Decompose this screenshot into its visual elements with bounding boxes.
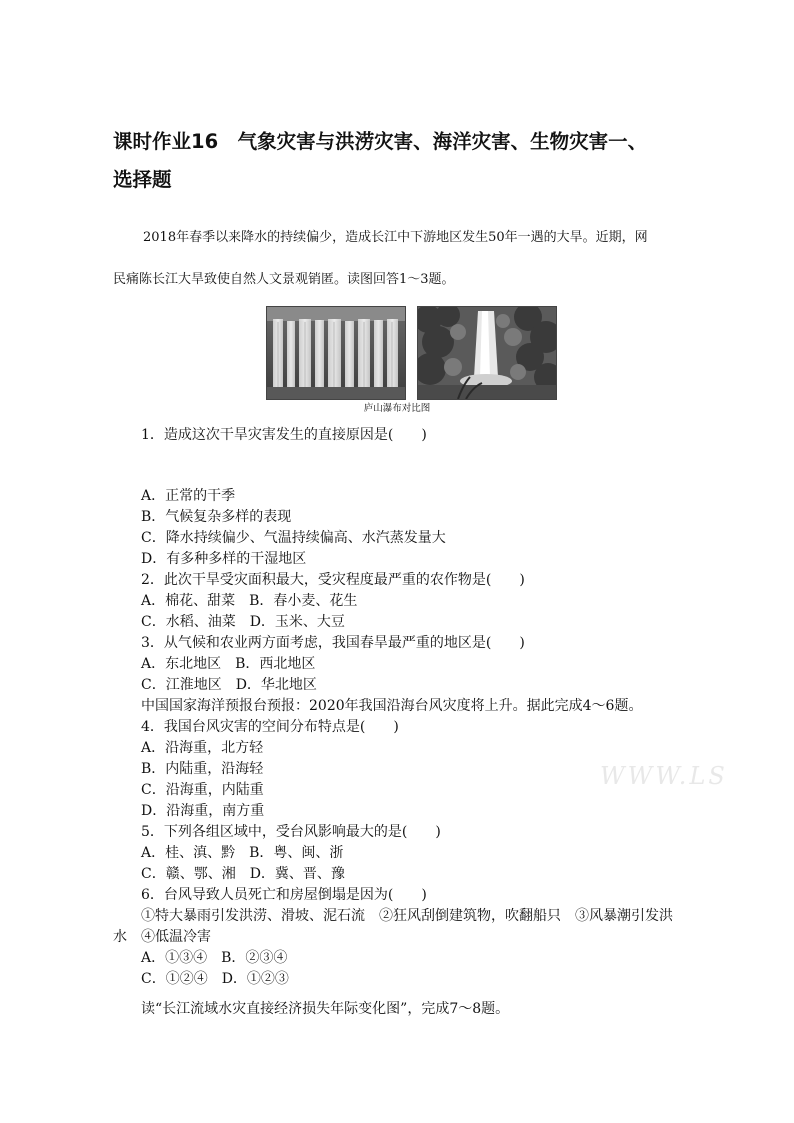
worksheet-title-line2: 选择题 <box>113 168 172 191</box>
q2-options-cd: C．水稻、油菜 D．玉米、大豆 <box>141 614 345 630</box>
question-3: 3．从气候和农业两方面考虑，我国春旱最严重的地区是( ) <box>141 635 525 651</box>
dry-waterfall-photo <box>266 306 406 400</box>
q1-option-a: A．正常的干季 <box>141 488 236 504</box>
intro-paragraph-line1: 2018年春季以来降水的持续偏少，造成长江中下游地区发生50年一遇的大旱。近期，网 <box>143 230 648 245</box>
q6-statements-line2: 水 ④低温冷害 <box>113 929 211 945</box>
q5-options-cd: C．赣、鄂、湘 D．冀、晋、豫 <box>141 866 345 882</box>
full-waterfall-photo <box>417 306 557 400</box>
q4-option-b: B．内陆重，沿海轻 <box>141 761 264 777</box>
q1-option-d: D．有多种多样的干湿地区 <box>141 551 307 567</box>
q2-options-ab: A．棉花、甜菜 B．春小麦、花生 <box>141 593 358 609</box>
q6-statements-line1: ①特大暴雨引发洪涝、滑坡、泥石流 ②狂风刮倒建筑物，吹翻船只 ③风暴潮引发洪 <box>141 908 673 924</box>
q1-option-c: C．降水持续偏少、气温持续偏高、水汽蒸发量大 <box>141 530 446 546</box>
q4-option-d: D．沿海重，南方重 <box>141 803 265 819</box>
question-4: 4．我国台风灾害的空间分布特点是( ) <box>141 719 399 735</box>
intro-paragraph-line2: 民痛陈长江大旱致使自然人文景观销匿。读图回答1～3题。 <box>113 272 455 287</box>
question-2: 2．此次干旱受灾面积最大，受灾程度最严重的农作物是( ) <box>141 572 525 588</box>
q1-option-b: B．气候复杂多样的表现 <box>141 509 292 525</box>
typhoon-intro: 中国国家海洋预报台预报：2020年我国沿海台风灾度将上升。据此完成4～6题。 <box>141 698 643 714</box>
q6-options-cd: C．①②④ D．①②③ <box>141 971 289 987</box>
q3-options-ab: A．东北地区 B．西北地区 <box>141 656 316 672</box>
worksheet-title-line1: 课时作业16 气象灾害与洪涝灾害、海洋灾害、生物灾害一、 <box>113 130 648 153</box>
figure-caption: 庐山瀑布对比图 <box>363 403 431 414</box>
watermark: WWW.LS <box>600 762 728 790</box>
q3-options-cd: C．江淮地区 D．华北地区 <box>141 677 317 693</box>
question-5: 5．下列各组区域中，受台风影响最大的是( ) <box>141 824 441 840</box>
q5-options-ab: A．桂、滇、黔 B．粤、闽、浙 <box>141 845 344 861</box>
question-1: 1．造成这次干旱灾害发生的直接原因是( ) <box>141 427 427 443</box>
flood-chart-intro: 读“长江流域水灾直接经济损失年际变化图”，完成7～8题。 <box>141 1001 510 1017</box>
q6-options-ab: A．①③④ B．②③④ <box>141 950 288 966</box>
q4-option-c: C．沿海重，内陆重 <box>141 782 264 798</box>
q4-option-a: A．沿海重，北方轻 <box>141 740 264 756</box>
question-6: 6．台风导致人员死亡和房屋倒塌是因为( ) <box>141 887 427 903</box>
